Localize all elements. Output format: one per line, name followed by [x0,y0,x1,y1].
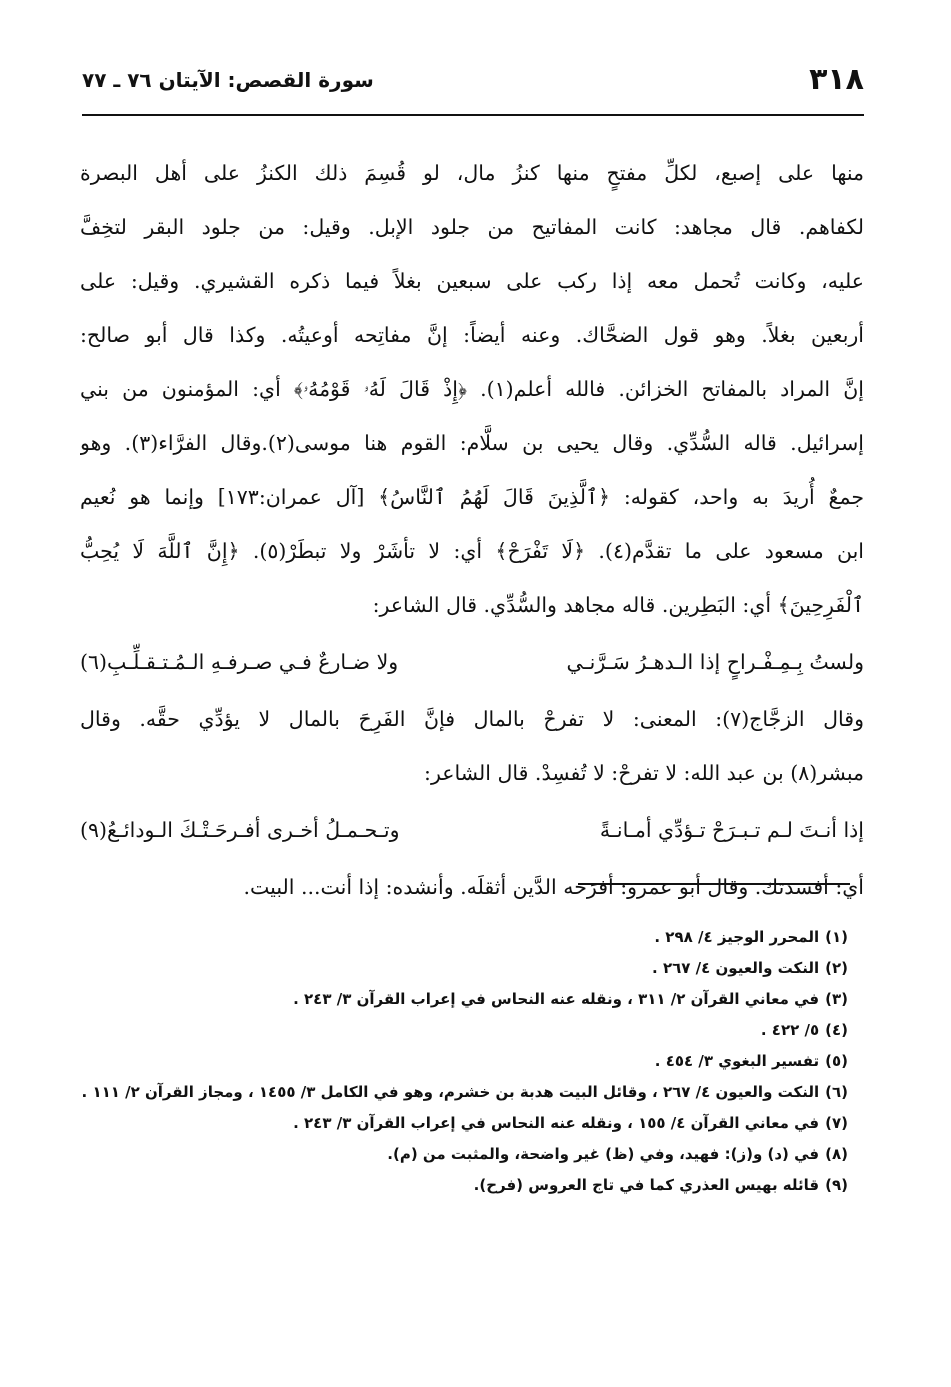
verse-first-hemistich: إذا أنـتَ لـم تـبـرَحْ تـؤدِّي أمـانـةً [599,818,864,842]
text-line: أربعين بغلاً. وهو قول الضحَّاك. وعنه أيضاً: إنَّ مفاتِحه أوعيتُه. وكذا قال أبو صالح: [80,323,864,347]
footnote [68,1077,848,1108]
verse-second-hemistich: ولا ضـارعٌ فـي صـرفـهِ الـمُـتـقـلِّـبِ(٦) [80,650,399,674]
main-text [80,146,864,914]
text-line: منها على إصبع، لكلِّ مفتحٍ منها كنزُ مال، لو قُسِمَ ذلك الكنزُ على أهل البصرة [80,161,864,185]
footnote [68,984,848,1015]
text-line: ابن مسعود على ما تقدَّم(٤). ﴿لَا تَفْرَحْ﴾ أي: لا تأشَرْ ولا تبطَرْ(٥). ﴿إِنَّ ٱللَّهَ لَا يُحِبُّ [80,539,864,563]
text-line: جمعٌ أُريدَ به واحد، كقوله: ﴿ٱلَّذِينَ قَالَ لَهُمُ ٱلنَّاسُ﴾ [آل عمران:١٧٣] وإنما هو نُعيم [80,485,864,509]
verse-first-hemistich: ولستُ بِـمِـفْـراحٍ إذا الـدهـرُ سَـرَّنـي [566,650,864,674]
footnote [68,1015,848,1046]
footnote-text: المحرر الوجيز ٤/ ٢٩٨ . [654,928,820,946]
page-header [82,62,864,102]
footnote-text: تفسير البغوي ٣/ ٤٥٤ . [654,1052,820,1070]
footnote-number: (٥) [825,1052,848,1070]
footnote-number: (٧) [825,1114,848,1132]
text-line: إنَّ المراد بالمفاتح الخزائن. فالله أعلم(١). ﴿إِذْ قَالَ لَهُۥ قَوْمُهُۥ﴾ أي: المؤمنون من بني [80,377,864,401]
footnote-text: في معاني القرآن ٤/ ١٥٥ ، ونقله عنه النحاس في إعراب القرآن ٣/ ٢٤٣ . [293,1114,820,1132]
footnote [68,922,848,953]
text-line: عليه، وكانت تُحمل معه إذا ركب على سبعين بغلاً فيما ذكره القشيري. وقيل: على [80,269,864,293]
footnote-text: في (د) و(ز): فهيد، وفي (ظ) غير واضحة، والمثبت من (م). [387,1145,820,1163]
text-line: لكفاهم. قال مجاهد: كانت المفاتيح من جلود الإبل. وقيل: من جلود البقر لتخِفَّ [80,215,864,239]
footnote [68,1108,848,1139]
page-number: ٣١٨ [809,62,864,97]
header-rule [82,114,864,116]
text-line: ٱلْفَرِحِينَ﴾ أي: البَطِرين. قاله مجاهد والسُّدِّي. قال الشاعر: [372,593,864,617]
poetry-verse [80,800,864,860]
footnote-number: (٦) [825,1083,848,1101]
footnote [68,953,848,984]
footnote-text: قائله بهيس العذري كما في تاج العروس (فرح). [473,1176,820,1194]
text-line: إسرائيل. قاله السُّدِّي. وقال يحيى بن سلَّام: القوم هنا موسى(٢).وقال الفرَّاء(٣). وهو [80,431,864,455]
footnote-number: (٩) [825,1176,848,1194]
footnote-number: (٨) [825,1145,848,1163]
footnotes [68,922,848,1201]
footnote-text: النكت والعيون ٤/ ٢٦٧ ، وقائل البيت هدبة بن خشرم، وهو في الكامل ٣/ ١٤٥٥ ، ومجاز القرآن ٢/ ١١١ . [81,1083,820,1101]
footnote [68,1139,848,1170]
verse-second-hemistich: وتـحـمـلُ أخـرى أفـرحَـتْـكَ الـودائـعُ(٩) [80,818,400,842]
text-line: مبشر(٨) بن عبد الله: لا تفرحْ: لا تُفسِدْ. قال الشاعر: [424,761,864,785]
text-line: أي: أفسدتك. وقال أبو عمرو: أفرَحه الدَّين أثقلَه. وأنشده: إذا أنت... البيت. [243,875,864,899]
text-line: وقال الزجَّاج(٧): المعنى: لا تفرحْ بالمال فإنَّ الفَرِحَ بالمال لا يؤدِّي حقَّه. وقال [80,707,864,731]
poetry-verse [80,632,864,692]
running-title: سورة القصص: الآيتان ٧٦ ـ ٧٧ [82,68,374,92]
footnote [68,1170,848,1201]
footnote [68,1046,848,1077]
footnote-rule [578,883,850,885]
footnote-text: في معاني القرآن ٢/ ٣١١ ، ونقله عنه النحاس في إعراب القرآن ٣/ ٢٤٣ . [293,990,820,1008]
footnote-number: (١) [825,928,848,946]
footnote-number: (٢) [825,959,848,977]
footnote-text: النكت والعيون ٤/ ٢٦٧ . [652,959,820,977]
footnote-number: (٣) [825,990,848,1008]
footnote-text: ٥/ ٤٢٢ . [760,1021,820,1039]
footnote-number: (٤) [825,1021,848,1039]
